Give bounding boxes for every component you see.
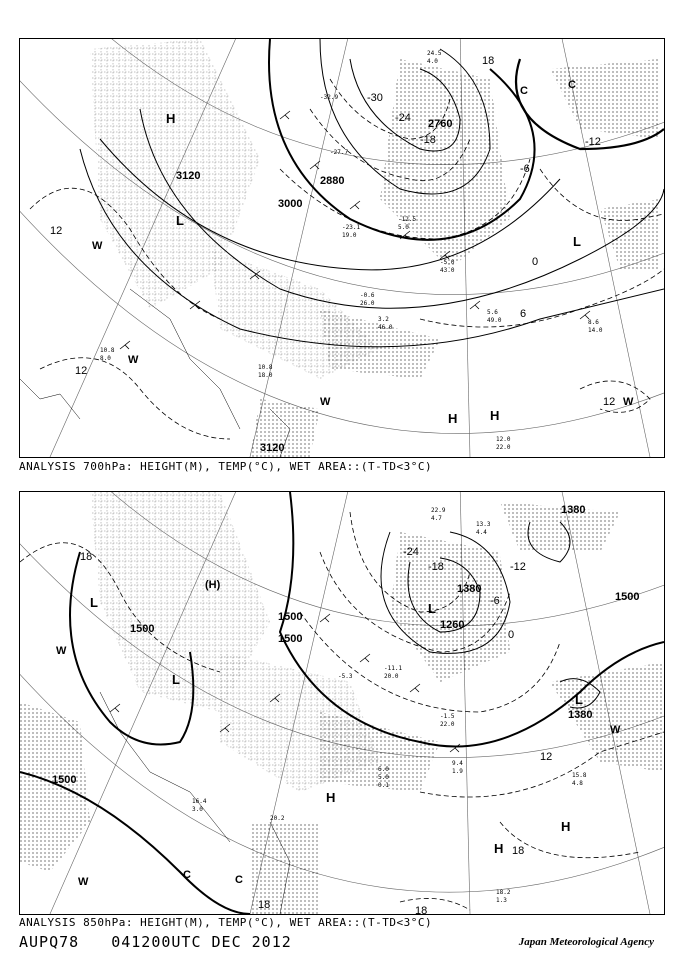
obs-value: -5.0 <box>440 259 455 266</box>
obs-value: 22.9 <box>431 507 446 514</box>
obs-value: 4.0 <box>427 58 438 65</box>
height-label: 1500 <box>52 774 77 786</box>
obs-value: 1.9 <box>452 768 463 775</box>
cold-marker: C <box>568 79 576 91</box>
obs-value: 24.5 <box>427 50 442 57</box>
obs-value: -23.1 <box>342 224 361 231</box>
height-label: 1500 <box>278 611 303 623</box>
obs-value: -5.3 <box>338 673 353 680</box>
low-pressure-marker: L <box>90 595 98 610</box>
obs-value: 10.8 <box>258 364 273 371</box>
warm-marker: W <box>56 645 67 657</box>
temp-label: 18 <box>512 845 525 857</box>
obs-value: 13.3 <box>476 521 491 528</box>
temp-label: 0 <box>508 629 515 641</box>
height-label: 1380 <box>561 504 586 516</box>
obs-value: 3.2 <box>378 316 389 323</box>
agency-name: Japan Meteorological Agency <box>518 936 654 948</box>
obs-value: 5.0 <box>398 224 409 231</box>
obs-value: 5.0 <box>378 774 389 781</box>
obs-value: 49.0 <box>487 317 502 324</box>
obs-value: 3.0 <box>192 806 203 813</box>
obs-value: -12.5 <box>398 216 417 223</box>
chart-700hpa <box>19 38 665 458</box>
high-pressure-marker: H <box>166 111 176 126</box>
temp-label: -18 <box>420 134 436 146</box>
obs-value: 19.0 <box>342 232 357 239</box>
obs-value: 46.0 <box>378 324 393 331</box>
obs-value: -32.9 <box>320 94 339 101</box>
temp-label: 12 <box>540 751 553 763</box>
temp-label: 12 <box>50 225 63 237</box>
valid-time: 041200UTC DEC 2012 <box>111 933 292 951</box>
temp-label: -6 <box>490 595 500 607</box>
temp-label: 18 <box>415 905 428 914</box>
high-pressure-marker: H <box>490 408 500 423</box>
temp-label: 0 <box>532 256 539 268</box>
chart-footer <box>19 933 314 951</box>
obs-value: 6.0 <box>378 766 389 773</box>
temp-label: 18 <box>482 55 495 67</box>
temp-label: -6 <box>520 163 530 175</box>
temp-label: 12 <box>75 365 88 377</box>
obs-value: 20.0 <box>384 673 399 680</box>
obs-value: 1.3 <box>496 897 507 904</box>
height-label: 1500 <box>615 591 640 603</box>
obs-value: 18.0 <box>258 372 273 379</box>
temp-label: -12 <box>585 136 601 148</box>
temp-label: -12 <box>510 561 526 573</box>
obs-value: 14.0 <box>588 327 603 334</box>
high-pressure-marker: (H) <box>205 579 221 591</box>
obs-value: -11.1 <box>384 665 403 672</box>
height-label: 1500 <box>278 633 303 645</box>
obs-value: 5.6 <box>487 309 498 316</box>
temp-label: -24 <box>403 546 419 558</box>
warm-marker: W <box>92 240 103 252</box>
height-label: 3000 <box>278 198 303 210</box>
height-label: 3120 <box>260 442 285 454</box>
low-pressure-marker: L <box>172 672 180 687</box>
chart-850hpa-svg <box>20 492 664 914</box>
temp-label: -18 <box>428 561 444 573</box>
warm-marker: W <box>78 876 89 888</box>
low-pressure-marker: L <box>575 692 583 707</box>
height-label: 1380 <box>457 583 482 595</box>
warm-marker: W <box>610 724 621 736</box>
temp-label: -24 <box>395 112 411 124</box>
obs-value: 26.0 <box>360 300 375 307</box>
low-pressure-marker: L <box>176 213 184 228</box>
obs-value: 20.2 <box>270 815 285 822</box>
obs-value: 43.0 <box>440 267 455 274</box>
obs-value: 4.8 <box>572 780 583 787</box>
obs-value: 0.1 <box>378 782 389 789</box>
high-pressure-marker: H <box>326 790 336 805</box>
cold-marker: C <box>235 874 243 886</box>
high-pressure-marker: H <box>448 411 458 426</box>
temp-label: -30 <box>367 92 383 104</box>
obs-value: 16.4 <box>192 798 207 805</box>
obs-value: 22.0 <box>496 444 511 451</box>
cold-marker: C <box>183 869 191 881</box>
chart-850hpa <box>19 491 665 915</box>
obs-value: 18.2 <box>496 889 511 896</box>
obs-value: 9.4 <box>452 760 463 767</box>
height-label: 1380 <box>568 709 593 721</box>
height-label: 1500 <box>130 623 155 635</box>
temp-label: 18 <box>258 899 271 911</box>
height-label: 2760 <box>428 118 453 130</box>
caption-850hpa: ANALYSIS 850hPa: HEIGHT(M), TEMP(°C), WET AREA::(T-TD<3°C) <box>19 916 433 929</box>
cold-marker: C <box>520 85 528 97</box>
obs-value: 4.4 <box>476 529 487 536</box>
caption-700hpa: ANALYSIS 700hPa: HEIGHT(M), TEMP(°C), WET AREA::(T-TD<3°C) <box>19 460 433 473</box>
obs-value: -0.6 <box>360 292 375 299</box>
obs-value: 12.0 <box>496 436 511 443</box>
low-pressure-marker: L <box>573 234 581 249</box>
temp-label: 6 <box>520 308 527 320</box>
warm-marker: W <box>128 354 139 366</box>
high-pressure-marker: H <box>494 841 504 856</box>
height-label: 1260 <box>440 619 465 631</box>
obs-value: 10.8 <box>100 347 115 354</box>
obs-value: 15.8 <box>572 772 587 779</box>
chart-id: AUPQ78 <box>19 933 80 951</box>
high-pressure-marker: H <box>561 819 571 834</box>
height-label: 3120 <box>176 170 201 182</box>
chart-700hpa-svg <box>20 39 664 457</box>
height-label: 2880 <box>320 175 345 187</box>
obs-value: -27.7 <box>330 149 349 156</box>
obs-value: 4.7 <box>431 515 442 522</box>
low-pressure-marker: L <box>428 601 436 616</box>
obs-value: 8.0 <box>100 355 111 362</box>
obs-value: 8.6 <box>588 319 599 326</box>
obs-value: 22.0 <box>440 721 455 728</box>
temp-label: 12 <box>603 396 616 408</box>
warm-marker: W <box>320 396 331 408</box>
temp-label: 18 <box>80 551 93 563</box>
obs-value: -1.5 <box>440 713 455 720</box>
warm-marker: W <box>623 396 634 408</box>
